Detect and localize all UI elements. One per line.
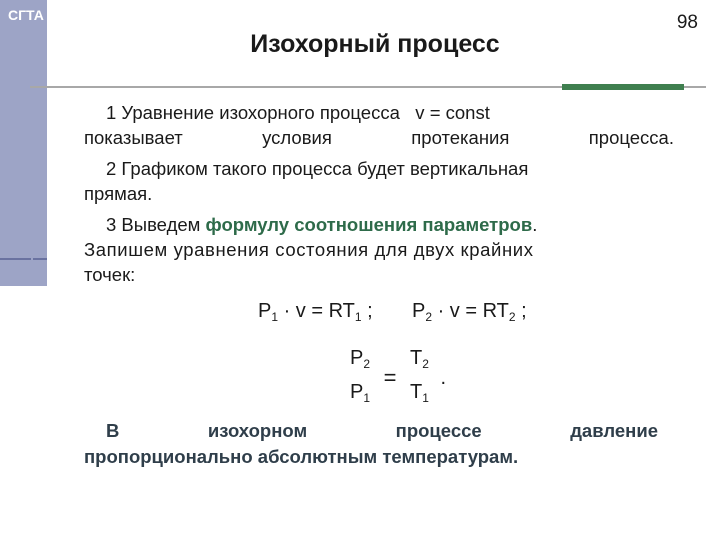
paragraph-1 — [84, 100, 674, 150]
title-accent-bar — [562, 84, 684, 90]
paragraph-3-end: . — [532, 214, 538, 235]
conclusion — [84, 418, 658, 470]
formula-subscript: 2 — [508, 310, 516, 324]
word: процесса. — [588, 127, 674, 148]
title-rule — [30, 86, 652, 88]
subscript: 2 — [422, 357, 429, 371]
formula-subscript: 2 — [425, 310, 433, 324]
title-rule-tail — [684, 86, 706, 88]
symbol: T — [410, 381, 423, 403]
formula-body: · v = RT — [432, 300, 509, 322]
paragraph-2-line-2: прямая. — [84, 183, 153, 204]
paragraph-3-line-2: Запишем уравнения состояния для двух крайних — [84, 239, 534, 260]
paragraph-3 — [84, 212, 674, 287]
subscript: 1 — [422, 391, 429, 405]
formula-subscript: 1 — [271, 310, 279, 324]
formula-end: ; — [515, 300, 527, 322]
slide-body — [84, 100, 674, 293]
highlighted-phrase: формулу соотношения параметров — [205, 214, 533, 235]
paragraph-1-line-2 — [84, 125, 674, 150]
conclusion-line-2: пропорционально абсолютным температурам. — [84, 446, 519, 467]
word: В — [106, 420, 120, 441]
word: показывает — [84, 127, 183, 148]
paragraph-3-start: 3 Выведем — [106, 214, 206, 235]
ratio-formula — [350, 344, 446, 412]
denominator-right — [410, 378, 429, 412]
formula-subscript: 1 — [354, 310, 362, 324]
logo: СГТА — [8, 7, 44, 23]
symbol: P — [350, 347, 364, 369]
paragraph-3-line-1 — [84, 212, 674, 237]
formula-symbol: P — [412, 300, 426, 322]
left-vertical-rule — [31, 88, 33, 278]
equals-sign: = — [383, 365, 397, 390]
formula-end: ; — [361, 300, 373, 322]
state-equation-1 — [258, 300, 373, 324]
conclusion-line-1 — [84, 418, 658, 444]
word: протекания — [411, 127, 510, 148]
paragraph-1-line-1: 1 Уравнение изохорного процесса v = const — [106, 102, 490, 123]
numerator-left — [350, 344, 370, 378]
word: давление — [570, 420, 658, 441]
subscript: 1 — [363, 391, 371, 405]
sidebar-divider — [0, 258, 47, 260]
subscript: 2 — [363, 357, 371, 371]
word: условия — [262, 127, 332, 148]
page-title: Изохорный процесс — [250, 30, 500, 58]
fraction-left — [350, 344, 370, 412]
symbol: P — [350, 381, 364, 403]
word: изохорном — [207, 420, 308, 441]
paragraph-3-line-3: точек: — [84, 264, 136, 285]
paragraph-2 — [84, 156, 674, 206]
word: процессе — [395, 420, 482, 441]
trailing-dot: . — [440, 366, 447, 389]
state-equation-2 — [412, 300, 527, 324]
fraction-right — [410, 344, 429, 412]
symbol: T — [410, 347, 423, 369]
paragraph-2-line-1: 2 Графиком такого процесса будет вертикальная — [106, 158, 529, 179]
page-number: 98 — [676, 12, 698, 33]
formula-body: · v = RT — [278, 300, 355, 322]
denominator-left — [350, 378, 370, 412]
numerator-right — [410, 344, 429, 378]
formula-symbol: P — [258, 300, 272, 322]
